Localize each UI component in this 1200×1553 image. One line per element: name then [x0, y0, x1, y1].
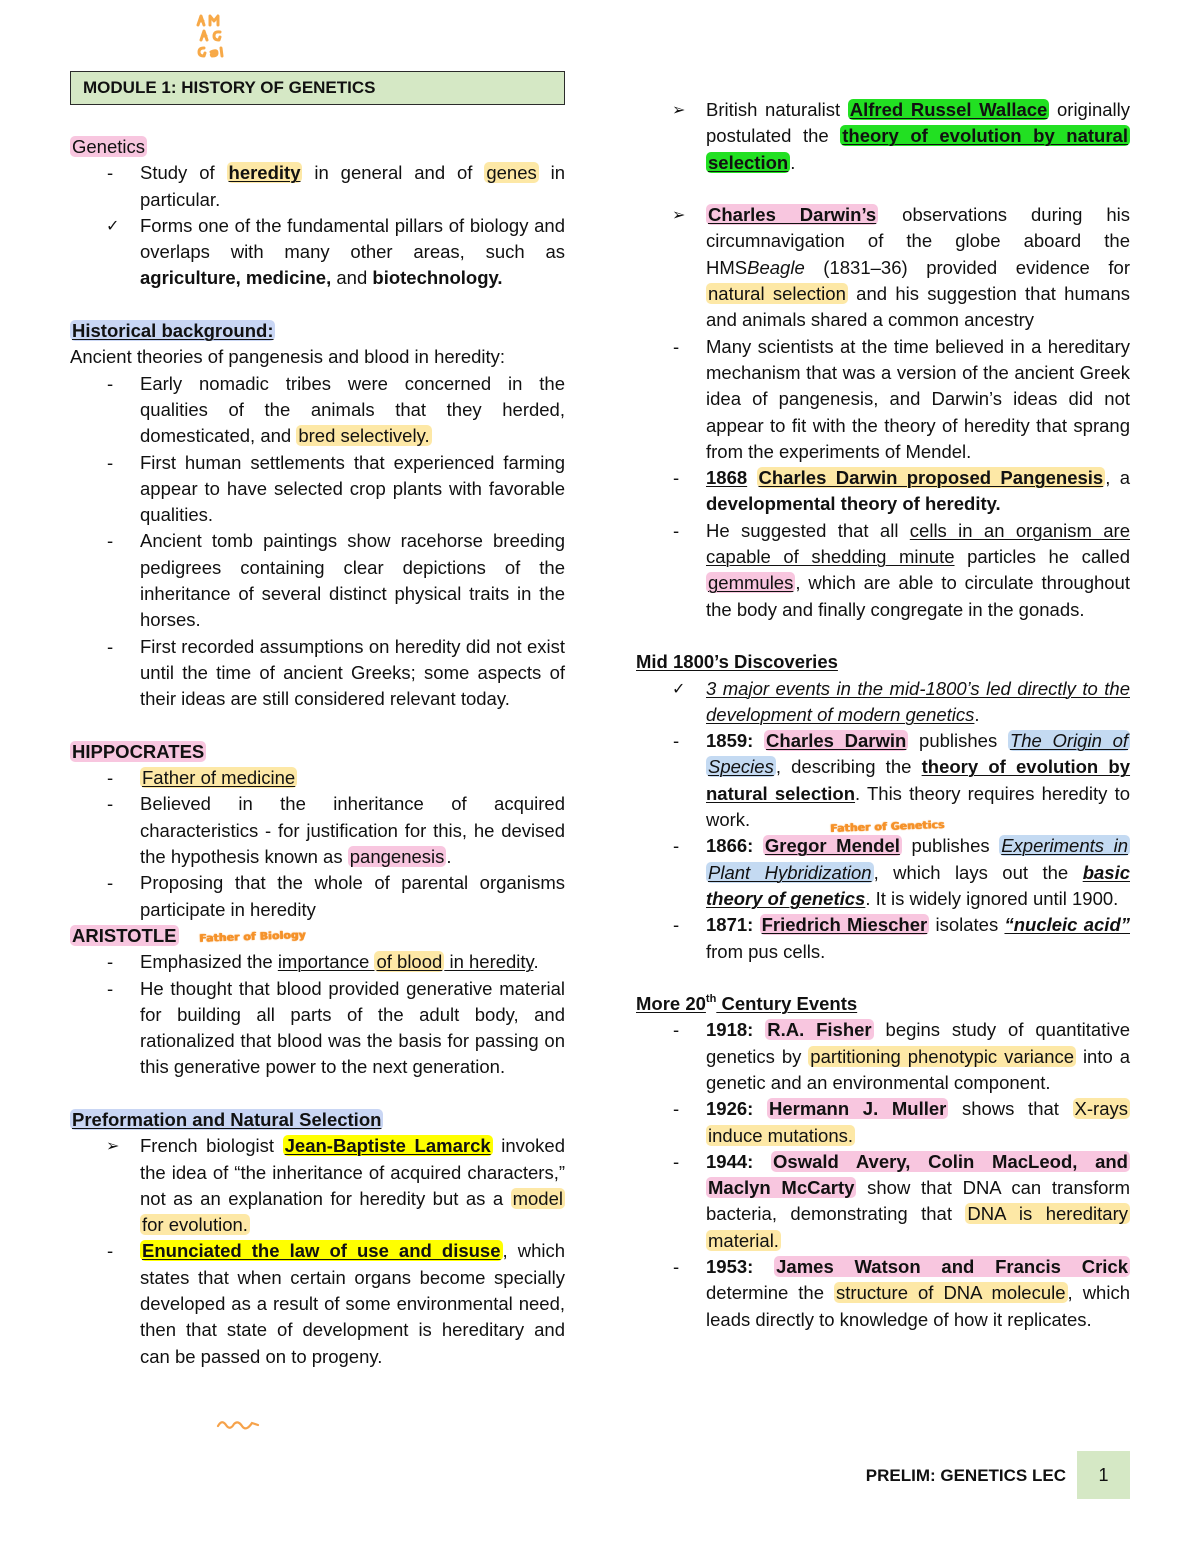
dash-bullet: -: [673, 835, 680, 857]
highlighted-text: Jean-Baptiste Lamarck: [284, 1135, 491, 1157]
highlighted-text: pangenesis: [349, 846, 445, 868]
highlighted-text: Oswald Avery, Colin MacLeod, and Maclyn McCarty: [708, 1150, 1128, 1199]
bullet-item: [636, 819, 1130, 912]
text-run: biotechnology.: [372, 267, 503, 289]
text-run: [753, 1151, 771, 1172]
highlighted-text: HIPPOCRATES: [72, 740, 205, 762]
text-run: theory of evolution by natural selection: [706, 756, 1131, 804]
text-run: , describing the: [775, 756, 922, 778]
check-icon: ✓: [106, 215, 120, 235]
section-heading: [70, 318, 565, 344]
arrow-icon: ➢: [106, 1136, 120, 1156]
bullet-item: [70, 213, 565, 292]
text-run: in heredity: [444, 951, 534, 973]
bullet-item: [70, 450, 565, 529]
section: [636, 991, 1130, 1333]
text-run: Early nomadic tribes were concerned in the qualities of the animals that they herded, domesticated, and: [140, 372, 565, 447]
text-run: (1831–36) provided evidence for: [804, 256, 1130, 278]
bullet-item: [636, 202, 1130, 333]
highlighted-text: Father of medicine: [142, 767, 296, 789]
text-run: British naturalist: [706, 99, 848, 120]
text-run: Many scientists at the time believed in a hereditary mechanism that was a version of the ancient Greek idea of pangenesis, and Darwin’s ideas did not appear to fit with the theory of heredity that sprang from the experiments of Mendel.: [706, 335, 1130, 462]
text-run: He suggested that all: [706, 519, 910, 541]
highlighted-text: bred selectively.: [298, 425, 430, 447]
highlighted-text: genes: [486, 162, 537, 184]
section: [70, 318, 565, 712]
text-run: and: [331, 267, 373, 289]
dash-bullet: -: [673, 1019, 680, 1041]
text-run: .: [790, 151, 796, 173]
text-run: Study of: [140, 162, 227, 184]
bullet-item: [636, 728, 1131, 836]
dash-bullet: -: [107, 530, 114, 552]
bullet-item: [70, 634, 565, 713]
highlighted-text: Charles Darwin: [766, 730, 907, 752]
text-run: , which leads directly to knowledge of how it replicates.: [706, 1282, 1130, 1330]
section-heading: [70, 739, 565, 765]
left-column: [70, 71, 565, 1370]
text-run: and his suggestion that humans and animals shared a common ancestry: [706, 283, 1130, 331]
section-heading: [70, 1107, 565, 1133]
bullet-item: [636, 1149, 1130, 1254]
check-icon: ✓: [672, 678, 686, 698]
dash-bullet: -: [107, 1240, 114, 1262]
text-run: [753, 1019, 765, 1040]
dash-bullet: -: [107, 451, 114, 473]
bullet-item: [636, 465, 1130, 518]
text-run: invoked the idea of “the inheritance of acquired characters,” not as an explanation for heredity but as a: [140, 1135, 566, 1209]
text-run: “nucleic acid”: [1004, 914, 1130, 936]
dash-bullet: -: [673, 335, 680, 357]
highlighted-text: Enunciated the law of use and disuse: [142, 1240, 501, 1262]
handwritten-note: Father of Genetics: [829, 819, 945, 836]
dash-bullet: -: [107, 872, 114, 894]
bullet-item: [70, 371, 565, 450]
dash-bullet: -: [673, 730, 680, 752]
highlighted-text: of blood: [376, 951, 443, 973]
bullet-item: [70, 791, 565, 870]
text-run: , which states that when certain organs become specially developed as a result of some environmental need, then that state of development is hereditary and can be passed on to progeny.: [140, 1240, 566, 1367]
highlighted-text: natural selection: [708, 283, 846, 305]
text-run: First human settlements that experienced farming appear to have selected crop plants with favorable qualities.: [140, 451, 565, 526]
text-run: show that DNA can transform bacteria, demonstrating that: [706, 1177, 1130, 1225]
section-heading: [636, 649, 1130, 675]
text-run: He thought that blood provided generative material for building all parts of the adult body, and rationalized that blood was the basis for passing on this generative power to the next generation.: [140, 977, 565, 1078]
section: [70, 1107, 565, 1370]
highlighted-text: Friedrich Miescher: [761, 914, 928, 936]
footer-label: PRELIM: GENETICS LEC: [865, 1466, 1066, 1485]
arrow-icon: ➢: [672, 205, 686, 225]
text-run: , which lays out the: [873, 861, 1083, 883]
paragraph: [70, 344, 565, 370]
text-run: begins study of quantitative genetics by: [706, 1019, 1130, 1067]
dash-bullet: -: [673, 1098, 680, 1120]
bullet-item: [70, 949, 565, 975]
highlighted-text: The Origin of Species: [708, 730, 1129, 778]
bullet-item: [636, 97, 1130, 176]
text-run: , which are able to circulate throughout the body and finally congregate in the gonads.: [706, 572, 1130, 620]
text-run: publishes: [908, 730, 1008, 752]
text-run: shows that: [948, 1098, 1073, 1120]
text-run: 1871:: [706, 914, 754, 936]
text-run: French biologist: [140, 1135, 283, 1157]
section-heading: [636, 991, 1130, 1017]
dash-bullet: -: [107, 635, 114, 657]
highlighted-text: Charles Darwin proposed Pangenesis: [758, 467, 1104, 489]
dash-bullet: -: [107, 793, 114, 815]
highlighted-text: heredity: [228, 162, 301, 184]
dash-bullet: -: [673, 914, 680, 936]
text-run: Ancient tomb paintings show racehorse breeding pedigrees containing clear depictions of the inheritance of several distinct physical traits in the horses.: [140, 530, 565, 631]
bullet-item: [70, 976, 565, 1081]
text-run: Forms one of the fundamental pillars of biology and overlaps with many other areas, such as: [140, 214, 565, 263]
text-run: [753, 914, 759, 935]
text-run: from pus cells.: [706, 940, 826, 962]
highlighted-text: Preformation and Natural Selection: [72, 1108, 382, 1130]
dash-bullet: -: [673, 1150, 680, 1172]
text-run: .: [533, 951, 539, 973]
text-run: . This theory requires heredity to work.: [706, 782, 1131, 831]
dash-bullet: -: [107, 767, 114, 789]
text-run: Believed in the inheritance of acquired characteristics - for justification for this, he devised the hypothesis known as: [140, 793, 565, 868]
text-run: into a genetic and an environmental component.: [706, 1045, 1130, 1093]
text-run: [753, 835, 763, 856]
dash-bullet: -: [673, 519, 680, 541]
text-run: .: [446, 846, 452, 868]
dash-bullet: -: [673, 467, 680, 489]
handwritten-note: Father of Biology: [198, 929, 306, 945]
text-run: .: [974, 703, 980, 725]
text-run: 3 major events in the mid-1800’s led directly to the development of modern genetics: [706, 677, 1130, 725]
highlighted-text: James Watson and Francis Crick: [776, 1256, 1128, 1278]
highlighted-text: R.A. Fisher: [767, 1019, 872, 1041]
highlighted-text: Experiments in Plant Hybridization: [708, 835, 1128, 883]
handwritten-scribble: [216, 1416, 260, 1432]
bullet-item: [636, 912, 1130, 965]
highlighted-text: Alfred Russel Wallace: [849, 99, 1048, 120]
bullet-item: [636, 1096, 1130, 1149]
highlighted-text: Historical background:: [72, 320, 274, 342]
section-heading: [70, 923, 565, 949]
bullet-item: [70, 1133, 565, 1238]
section-heading: [70, 134, 565, 160]
highlighted-text: Genetics: [72, 136, 146, 157]
section: [70, 134, 565, 292]
text-run: 1918:: [706, 1019, 754, 1041]
text-run: Proposing that the whole of parental organisms participate in heredity: [140, 872, 565, 920]
highlighted-text: gemmules: [708, 572, 794, 594]
bullet-item: [70, 160, 565, 213]
section: [636, 202, 1130, 623]
text-run: 1866:: [706, 835, 754, 857]
bullet-item: [636, 676, 1130, 729]
section: [70, 739, 565, 1081]
text-run: in general and of: [302, 162, 485, 184]
text-run: basic theory of genetics: [706, 861, 1130, 909]
module-title: MODULE 1: HISTORY OF GENETICS: [70, 71, 565, 105]
right-column: [636, 97, 1130, 1333]
text-run: , a: [1105, 467, 1130, 489]
dash-bullet: -: [107, 372, 114, 394]
text-run: Century Events: [716, 993, 858, 1015]
text-run: [753, 1256, 774, 1277]
bullet-item: [636, 518, 1130, 623]
text-run: 1926:: [706, 1098, 754, 1120]
bullet-item: [70, 870, 565, 923]
text-run: particles he called: [954, 546, 1130, 568]
text-run: importance: [277, 951, 375, 973]
highlighted-text: DNA is hereditary material.: [708, 1203, 1128, 1251]
highlighted-text: Hermann J. Muller: [768, 1098, 947, 1120]
text-run: developmental theory of heredity.: [706, 493, 1001, 515]
highlighted-text: theory of evolution by natural selection: [708, 125, 1128, 173]
text-run: th: [705, 993, 717, 1006]
text-run: [747, 467, 756, 488]
text-run: agriculture, medicine,: [140, 267, 332, 289]
dash-bullet: -: [107, 162, 114, 184]
bullet-item: [636, 1017, 1130, 1096]
text-run: . It is widely ignored until 1900.: [865, 887, 1119, 909]
text-run: More 20: [636, 993, 706, 1015]
text-run: Beagle: [747, 256, 805, 278]
text-run: in particular.: [140, 162, 566, 210]
page-number: 1: [1077, 1451, 1130, 1499]
text-run: Mid 1800’s Discoveries: [636, 651, 838, 673]
bullet-item: [70, 528, 565, 633]
text-run: First recorded assumptions on heredity did not exist until the time of ancient Greeks; some aspects of their ideas are still considered relevant today.: [140, 635, 565, 710]
dash-bullet: -: [107, 951, 114, 973]
section: [636, 649, 1130, 965]
logo-mark: [195, 12, 229, 60]
text-run: 1953:: [706, 1256, 754, 1278]
dash-bullet: -: [673, 1256, 680, 1278]
text-run: Ancient theories of pangenesis and blood in heredity:: [70, 346, 506, 368]
bullet-item: [636, 334, 1130, 465]
highlighted-text: Charles Darwin’s: [708, 204, 877, 226]
text-run: 1868: [706, 467, 748, 489]
bullet-item: [636, 1254, 1130, 1333]
text-run: publishes: [901, 835, 1000, 857]
highlighted-text: ARISTOTLE: [72, 924, 177, 946]
text-run: originally postulated the: [706, 99, 1131, 147]
text-run: Emphasized the: [140, 951, 278, 973]
highlighted-text: model for evolution.: [142, 1187, 563, 1236]
arrow-icon: ➢: [672, 100, 686, 119]
dash-bullet: -: [107, 977, 114, 999]
text-run: [753, 1098, 767, 1119]
highlighted-text: X-rays induce mutations.: [708, 1098, 1128, 1146]
text-run: 1944:: [706, 1150, 754, 1172]
text-run: observations during his circumnavigation of the globe aboard the HMS: [706, 204, 1131, 278]
highlighted-text: partitioning phenotypic variance: [810, 1045, 1075, 1067]
bullet-item: [70, 1238, 565, 1369]
highlighted-text: Gregor Mendel: [764, 835, 900, 857]
text-run: 1859:: [706, 730, 754, 752]
highlighted-text: structure of DNA molecule: [836, 1282, 1066, 1304]
text-run: determine the: [706, 1282, 835, 1304]
text-run: isolates: [929, 914, 1005, 936]
section: [636, 97, 1130, 176]
text-run: [753, 730, 764, 751]
bullet-item: [70, 765, 565, 791]
text-run: cells in an organism are capable of shedding minute: [706, 519, 1131, 568]
